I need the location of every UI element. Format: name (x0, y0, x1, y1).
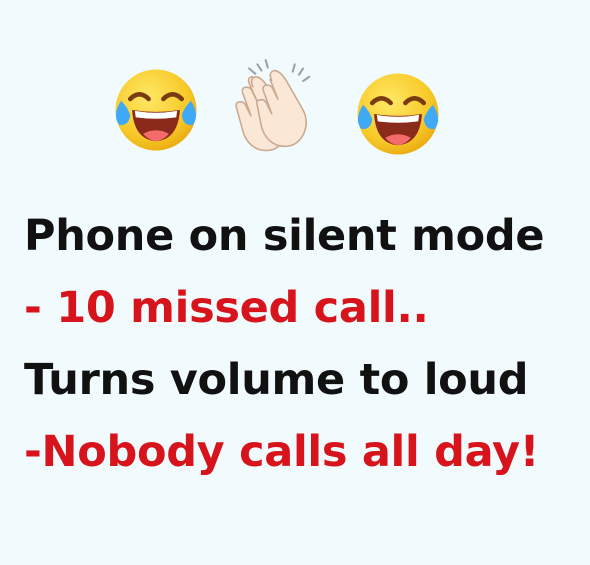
face-with-tears-of-joy-icon (110, 64, 202, 156)
joke-line-4: -Nobody calls all day! (24, 427, 540, 477)
clapping-hands-icon (222, 56, 326, 160)
joke-line-1: Phone on silent mode (24, 211, 545, 261)
joke-line-2: - 10 missed call.. (24, 283, 429, 333)
emoji-row (0, 0, 590, 180)
joke-line-3: Turns volume to loud (24, 355, 529, 405)
face-with-tears-of-joy-icon (352, 68, 444, 160)
joke-text (24, 200, 580, 488)
